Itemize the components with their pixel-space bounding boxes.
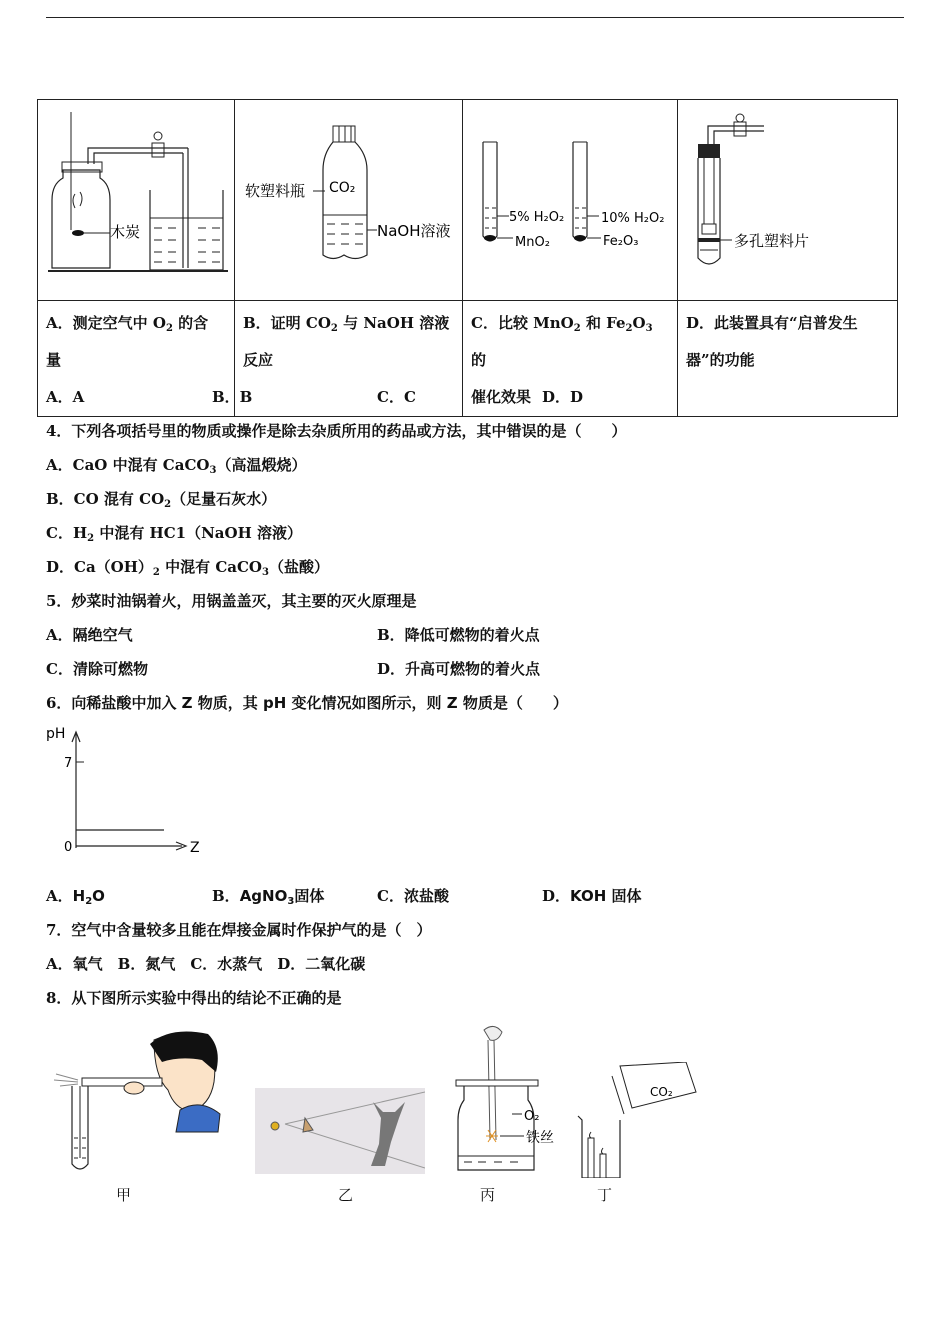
q8-bing-o2: O₂: [524, 1109, 540, 1124]
q5-option-c[interactable]: C．清除可燃物: [46, 660, 148, 678]
q3-option-d[interactable]: D．D: [542, 388, 584, 406]
q6-option-a[interactable]: A．$H_2O$: [46, 887, 105, 907]
figure-c-left-bottom: MnO₂: [515, 235, 550, 250]
q8-bing-wire: 铁丝: [526, 1130, 554, 1146]
figure-a-cell: [38, 100, 235, 301]
q6-option-c[interactable]: C．浓盐酸: [377, 887, 449, 905]
figure-c-cell: [463, 100, 678, 301]
q6-option-b[interactable]: B．AgNO$_3$固体: [212, 887, 325, 907]
caption-a: A．测定空气中 $O_2$ 的含 量: [38, 301, 235, 417]
caption-d: D．此装置具有“启普发生 器”的功能: [678, 301, 898, 417]
caption-b: B．证明 $CO_2$ 与 NaOH 溶液 反应: [235, 301, 463, 417]
q8-label-yi: 乙: [338, 1186, 354, 1204]
q8-label-jia: 甲: [116, 1186, 132, 1204]
q4-option-a[interactable]: A．CaO 中混有 CaCO$_3$（高温煅烧）: [46, 456, 307, 476]
q5-option-d[interactable]: D．升高可燃物的着火点: [377, 660, 541, 678]
q3-option-b[interactable]: B．B: [212, 388, 253, 406]
figure-c-right-top: 10% H₂O₂: [601, 211, 665, 226]
figure-d-cell: [678, 100, 898, 301]
figure-b-bottle-label: 软塑料瓶: [245, 182, 306, 200]
q4-stem: 4．下列各项括号里的物质或操作是除去杂质所用的药品或方法，其中错误的是（ ）: [46, 422, 627, 440]
figure-b-gas: CO₂: [329, 180, 356, 196]
q5-stem: 5．炒菜时油锅着火，用锅盖盖灭，其主要的灭火原理是: [46, 592, 417, 610]
q6-graph-tick0: 0: [64, 840, 73, 855]
figure-b-solution: NaOH溶液: [377, 222, 451, 240]
q3-option-a[interactable]: A．A: [46, 388, 85, 406]
figure-c-left-top: 5% H₂O₂: [509, 210, 565, 225]
figure-b-bottle: [235, 100, 463, 296]
figure-a-apparatus: [38, 100, 235, 296]
q5-option-a[interactable]: A．隔绝空气: [46, 626, 133, 644]
q3-experiment-table: [37, 99, 898, 417]
figure-a-label: 木炭: [110, 223, 141, 241]
q8-ding-gas: CO₂: [650, 1085, 673, 1099]
q7-stem: 7．空气中含量较多且能在焊接金属时作保护气的是（ ）: [46, 921, 432, 939]
figure-c-test-tubes: [463, 100, 678, 296]
q4-option-d[interactable]: D．$Ca(OH)_2$ 中混有 CaCO$_3$（盐酸）: [46, 558, 329, 578]
header-rule: [46, 17, 904, 18]
figure-b-cell: [235, 100, 463, 301]
q6-graph-xlabel: Z: [190, 840, 200, 856]
q4-option-c[interactable]: C．$H_2$ 中混有 HC1（NaOH 溶液）: [46, 524, 302, 544]
q8-stem: 8．从下图所示实验中得出的结论不正确的是: [46, 989, 342, 1007]
q3-option-c[interactable]: C．C: [377, 388, 416, 406]
q5-option-b[interactable]: B．降低可燃物的着火点: [377, 626, 540, 644]
q6-graph-ylabel: pH: [46, 726, 66, 742]
q6-graph-tick7: 7: [64, 756, 73, 771]
figure-d-apparatus: [678, 100, 898, 296]
q7-options[interactable]: A．氧气 B．氮气 C．水蒸气 D．二氧化碳: [46, 955, 366, 973]
q8-label-bing: 丙: [480, 1186, 496, 1204]
q6-option-d[interactable]: D．KOH 固体: [542, 887, 642, 905]
q8-label-ding: 丁: [597, 1186, 613, 1204]
figure-d-label: 多孔塑料片: [734, 232, 810, 250]
q8-figure-yi: [255, 1088, 425, 1174]
caption-c: C．比较 MnO$_2$ 和 $Fe_2O_3$ 的 催化效果: [463, 301, 678, 417]
q8-figure-ding: [574, 1062, 704, 1178]
figure-c-right-bottom: Fe₂O₃: [603, 234, 639, 249]
q6-ph-graph: [44, 722, 214, 858]
q8-figure-jia: [50, 1028, 230, 1178]
q6-stem: 6．向稀盐酸中加入 Z 物质，其 pH 变化情况如图所示，则 Z 物质是（ ）: [46, 694, 568, 712]
q8-figure-bing: [450, 1022, 570, 1174]
q4-option-b[interactable]: B．CO 混有 $CO_2$（足量石灰水）: [46, 490, 277, 510]
